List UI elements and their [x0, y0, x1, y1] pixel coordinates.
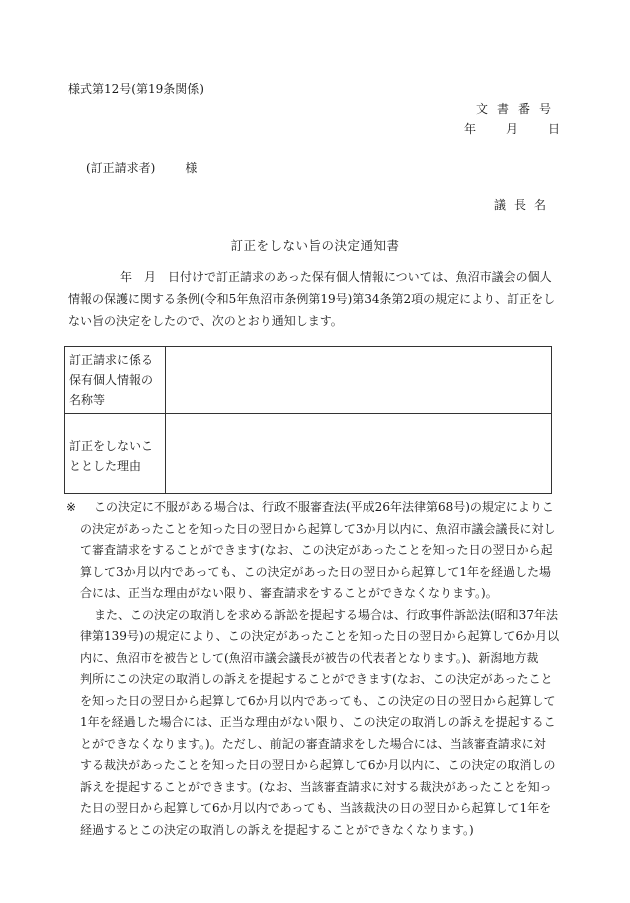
table-row [65, 347, 552, 414]
label-line: ととした理由 [69, 459, 142, 473]
value-cell-reason[interactable] [166, 414, 552, 494]
date-month-label: 月 [505, 122, 518, 136]
row-label-info-name [65, 347, 166, 414]
note-line: 内に、魚沼市を被告として(魚沼市議会議長が被告の代表者となります。)、新潟地方裁 [80, 650, 539, 665]
note-line: を知った日の翌日から起算して6か月以内であっても、この決定の日の翌日から起算して [80, 693, 556, 708]
addressee-name: (訂正請求者) [86, 161, 156, 175]
label-line: 名称等 [69, 393, 106, 407]
label-line: 保有個人情報の [69, 373, 154, 387]
note-line: 経過するとこの決定の取消しの訴えを提起することができなくなります。) [80, 822, 474, 837]
addressee-honorific: 様 [185, 161, 198, 175]
addressee [86, 159, 197, 176]
body-line-2: 情報の保護に関する条例(令和5年魚沼市条例第19号)第34条第2項の規定により、訂正をし [68, 292, 556, 306]
note-line: の決定があったことを知った日の翌日から起算して3か月以内に、魚沼市議会議長に対し [80, 521, 556, 536]
label-line: 訂正請求に係る [69, 353, 154, 367]
document-date [464, 120, 560, 137]
note-line: 訴えを提起することができます。(なお、当該審査請求に対する裁決があったことを知っ [80, 779, 552, 794]
note-line: 算して3か月以内であっても、この決定があった日の翌日から起算して1年を経過した場 [80, 564, 552, 579]
document-number-label: 文書番号 [475, 102, 560, 116]
document-title: 訂正をしない旨の決定通知書 [230, 238, 400, 253]
body-line-1: 年 月 日付けで訂正請求のあった保有個人情報については、魚沼市議会の個人 [120, 270, 552, 284]
note-line: 律第139号)の規定により、この決定があったことを知った日の翌日から起算して6か月以 [80, 629, 560, 643]
note-line: 1年を経過した場合には、正当な理由がない限り、この決定の取消しの訴えを提起するこ [80, 715, 556, 729]
notes [66, 497, 566, 841]
body-line-3: ない旨の決定をしたので、次のとおり通知します。 [68, 314, 343, 328]
note-line: とができなくなります。)。ただし、前記の審査請求をした場合には、当該審査請求に対 [80, 736, 546, 751]
date-year-label: 年 [463, 122, 476, 136]
note-line: する裁決があったことを知った日の翌日から起算して6か月以内に、この決定の取消しの [80, 758, 556, 772]
info-table [64, 346, 552, 494]
sender-chairman: 議長名 [493, 198, 554, 212]
value-cell-info-name[interactable] [166, 347, 552, 414]
note-line: 判所にこの決定の取消しの訴えを提起することができます(なお、この決定があったこと [80, 672, 553, 686]
note-line: て審査請求をすることができます(なお、この決定があったことを知った日の翌日から起 [80, 543, 553, 557]
note-line: また、この決定の取消しを求める訴訟を提起する場合は、行政事件訴訟法(昭和37年法 [94, 607, 558, 622]
row-label-reason [65, 414, 166, 494]
note-line: た日の翌日から起算して6か月以内であっても、当該裁決の日の翌日から起算して1年を [80, 801, 552, 815]
body-text [68, 266, 558, 332]
form-number: 様式第12号(第19条関係) [68, 82, 204, 96]
note-line: この決定に不服がある場合は、行政不服審査法(平成26年法律第68号)の規定によりこ [94, 500, 554, 514]
date-day-label: 日 [547, 122, 560, 136]
note-line: 合には、正当な理由がない限り、審査請求をすることができなくなります。)。 [80, 586, 498, 600]
label-line: 訂正をしないこ [69, 439, 154, 453]
note-mark: ※ [66, 500, 77, 514]
table-row [65, 414, 552, 494]
